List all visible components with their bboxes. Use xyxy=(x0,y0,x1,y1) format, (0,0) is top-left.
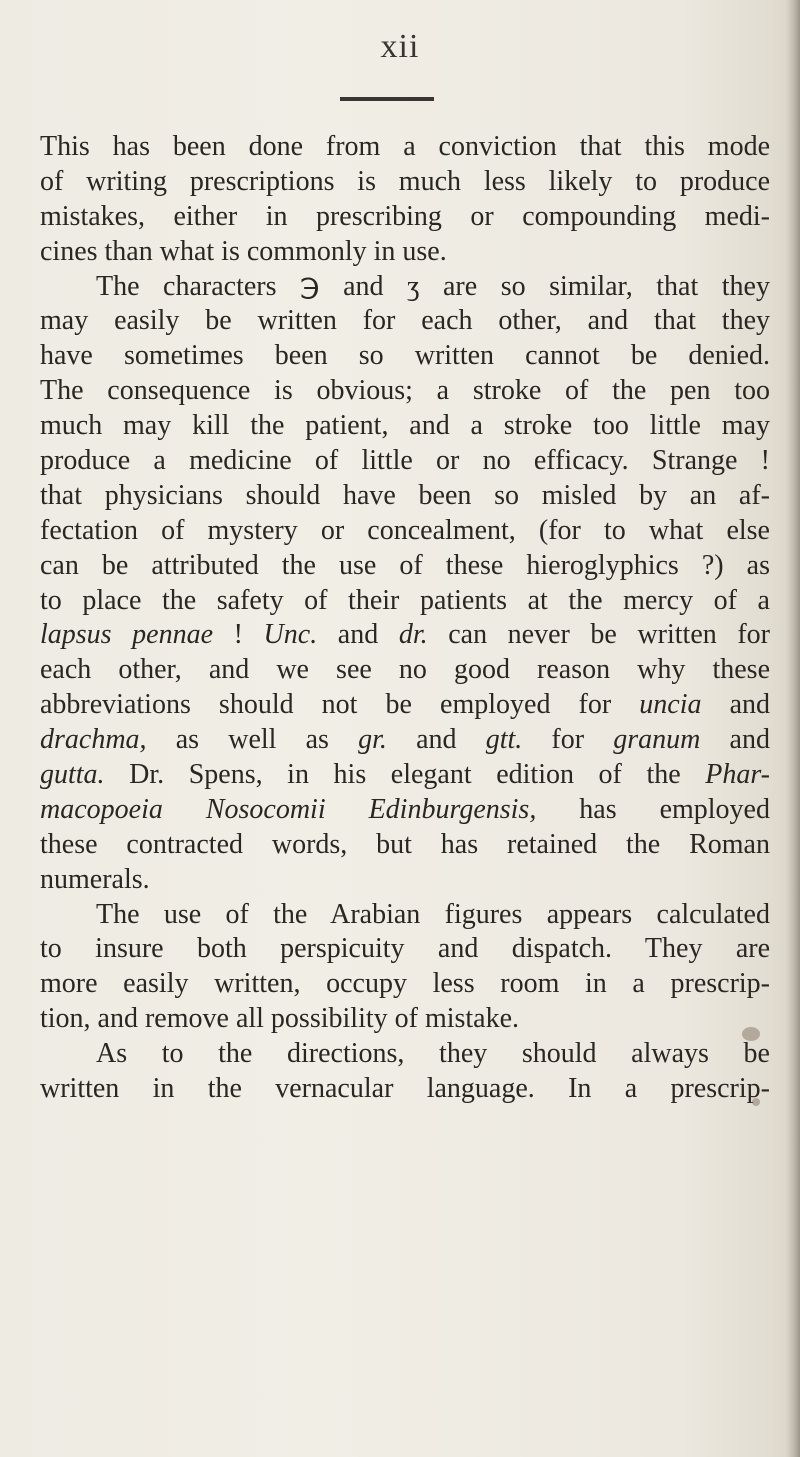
text-line: The characters ℈ and ʒ are so similar, that they xyxy=(96,270,770,302)
text-run: and xyxy=(700,724,770,756)
body-text xyxy=(40,130,770,1107)
text-line xyxy=(40,758,770,793)
text-run: and xyxy=(701,689,770,721)
text-run: ! xyxy=(213,619,264,651)
text-run: as well as xyxy=(146,724,359,756)
text-run: and xyxy=(317,619,399,651)
text-line: much may kill the patient, and a stroke too little may xyxy=(40,410,770,442)
italic-abbrev: Unc. xyxy=(263,619,318,651)
text-line: to place the safety of their patients at the mercy of a xyxy=(40,584,770,616)
text-run: for xyxy=(522,724,614,756)
text-line: of writing prescriptions is much less likely to produce xyxy=(40,165,770,197)
italic-phrase: lapsus pennae xyxy=(40,619,214,651)
italic-title: Phar- xyxy=(705,759,770,791)
text-line: tion, and remove all possibility of mistake. xyxy=(40,1003,520,1035)
text-line: can be attributed the use of these hieroglyphics ?) as xyxy=(40,549,770,581)
text-line: each other, and we see no good reason why these xyxy=(40,654,770,686)
text-line: This has been done from a conviction that this mode xyxy=(40,131,770,162)
text-line: that physicians should have been so misled by an af- xyxy=(40,479,770,511)
page-number: xii xyxy=(380,28,420,65)
ink-blot xyxy=(752,1098,760,1106)
text-line: these contracted words, but has retained the Roman xyxy=(40,828,770,860)
header-rule xyxy=(340,97,434,101)
text-run: Dr. Spens, in his elegant edition of the xyxy=(104,759,706,791)
text-line xyxy=(40,793,770,828)
text-run: can never be written for xyxy=(427,619,771,651)
text-line: The consequence is obvious; a stroke of the pen too xyxy=(40,375,770,407)
italic-title: macopoeia Nosocomii Edinburgensis, xyxy=(40,793,537,825)
text-line: mistakes, either in prescribing or compounding medi- xyxy=(40,200,770,232)
italic-word: granum xyxy=(613,724,701,756)
text-line xyxy=(40,618,770,653)
italic-abbrev: gr. xyxy=(358,724,387,756)
text-run: abbreviations should not be employed for xyxy=(40,689,612,721)
text-line: to insure both perspicuity and dispatch. They are xyxy=(40,933,770,965)
text-line: The use of the Arabian figures appears calculated xyxy=(96,898,770,930)
text-line: more easily written, occupy less room in a prescrip- xyxy=(40,968,770,1000)
italic-word: drachma, xyxy=(40,724,147,756)
text-run: has employed xyxy=(536,793,770,825)
page-edge-shadow xyxy=(786,0,800,1457)
text-line: As to the directions, they should always be xyxy=(96,1038,770,1070)
italic-abbrev: dr. xyxy=(398,619,428,651)
text-line: numerals. xyxy=(40,863,150,895)
ink-blot xyxy=(742,1027,760,1041)
text-line xyxy=(40,723,770,758)
text-line: have sometimes been so written cannot be denied. xyxy=(40,340,770,372)
text-line: produce a medicine of little or no efficacy. Strange ! xyxy=(40,445,770,477)
italic-abbrev: gtt. xyxy=(485,724,523,756)
text-line xyxy=(40,688,770,723)
italic-word: gutta. xyxy=(40,759,105,791)
text-line: cines than what is commonly in use. xyxy=(40,235,447,267)
text-run: and xyxy=(386,724,486,756)
text-line: written in the vernacular language. In a prescrip- xyxy=(40,1073,770,1105)
italic-word: uncia xyxy=(639,689,702,721)
text-line: fectation of mystery or concealment, (for to what else xyxy=(40,514,770,546)
text-line: may easily be written for each other, and that they xyxy=(40,305,770,337)
